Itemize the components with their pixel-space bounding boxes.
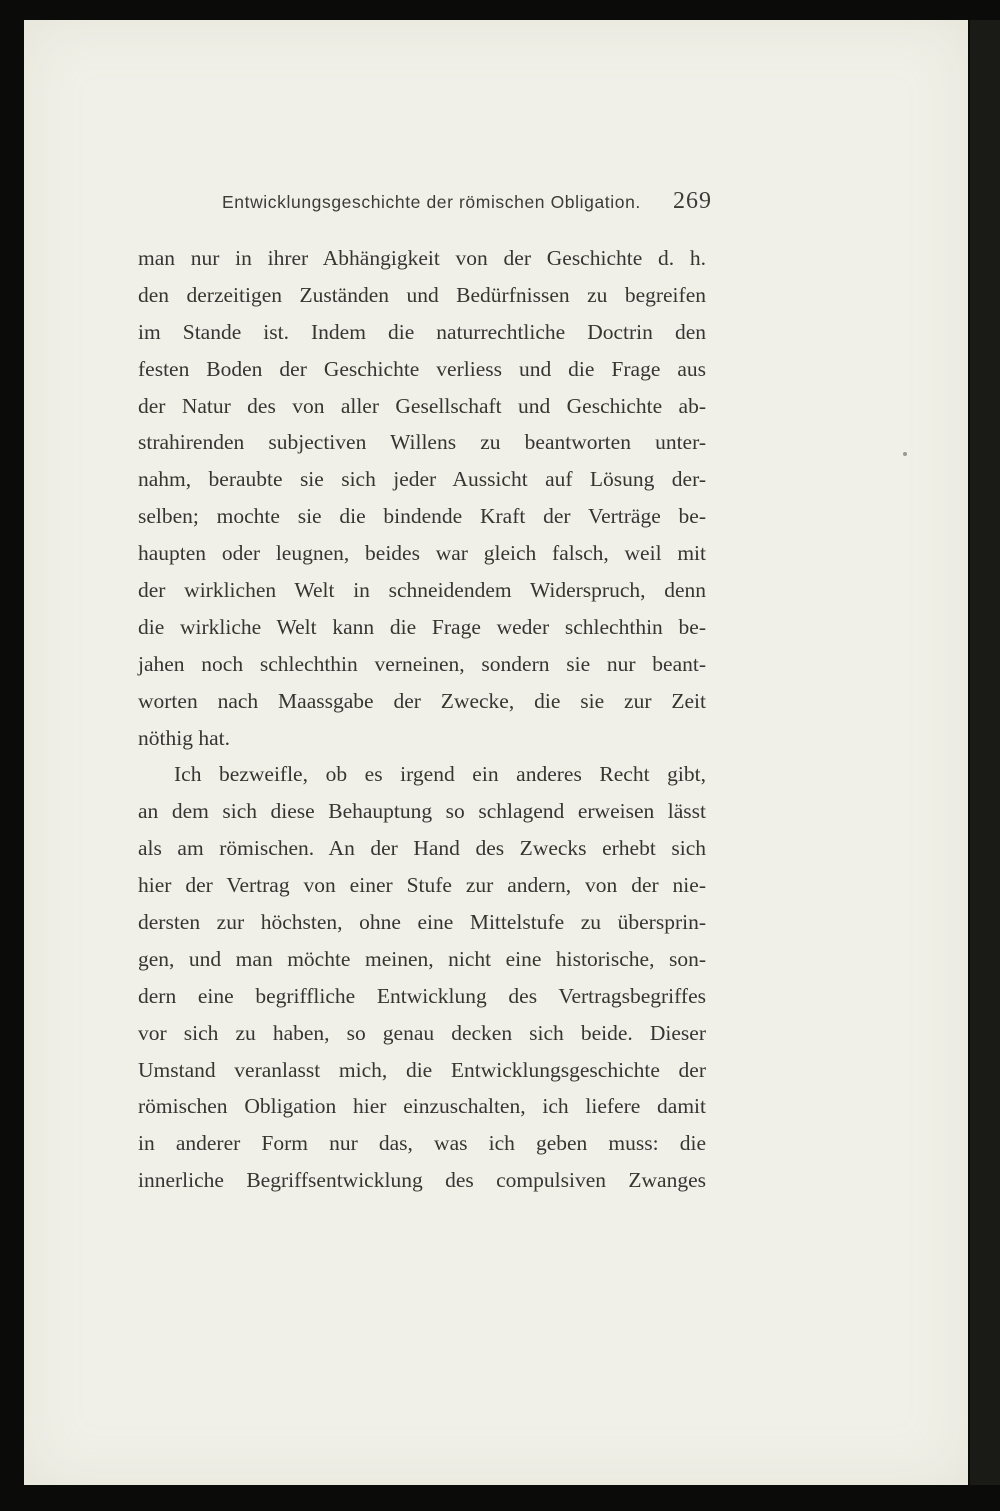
text-line: dern eine begriffliche Entwicklung des Vertragsbegriffes [138,983,706,1008]
body-text [138,240,706,1199]
text-line: der wirklichen Welt in schneidendem Widerspruch, denn [138,578,706,603]
text-line: haupten oder leugnen, beides war gleich falsch, weil mit [138,541,706,566]
text-line: worten nach Maassgabe der Zwecke, die sie zur Zeit [138,688,706,713]
text-line: gen, und man möchte meinen, nicht eine historische, son- [138,946,706,971]
ink-speck [903,452,907,456]
text-line: an dem sich diese Behauptung so schlagend erweisen lässt [138,799,706,824]
page-header [222,188,712,218]
text-line: innerliche Begriffsentwicklung des compulsiven Zwanges [138,1168,706,1193]
text-line: vor sich zu haben, so genau decken sich beide. Dieser [138,1020,706,1045]
page-edge-shadow [970,20,1000,1485]
text-line: dersten zur höchsten, ohne eine Mittelstufe zu übersprin- [138,910,706,935]
text-line: die wirkliche Welt kann die Frage weder schlechthin be- [138,614,706,639]
running-title: Entwicklungsgeschichte der römischen Obligation. [222,192,641,212]
text-line: Umstand veranlasst mich, die Entwicklungsgeschichte der [138,1057,706,1082]
text-line: in anderer Form nur das, was ich geben muss: die [138,1131,706,1156]
text-line: festen Boden der Geschichte verliess und die Frage aus [138,356,706,381]
text-line: der Natur des von aller Gesellschaft und Geschichte ab- [138,393,706,418]
text-line: man nur in ihrer Abhängigkeit von der Geschichte d. h. [138,246,706,270]
text-line: nahm, beraubte sie sich jeder Aussicht auf Lösung der- [138,467,706,492]
text-line: strahirenden subjectiven Willens zu beantworten unter- [138,430,706,455]
text-line: hier der Vertrag von einer Stufe zur andern, von der nie- [138,873,706,898]
text-line: selben; mochte sie die bindende Kraft der Verträge be- [138,504,706,529]
page-number: 269 [673,188,712,214]
text-line: römischen Obligation hier einzuschalten, ich liefere damit [138,1094,706,1119]
paragraph-end-line: nöthig hat. [138,725,230,750]
text-line: als am römischen. An der Hand des Zwecks erhebt sich [138,836,706,861]
text-line: jahen noch schlechthin verneinen, sondern sie nur beant- [138,651,706,676]
text-line: den derzeitigen Zuständen und Bedürfnissen zu begreifen [138,282,706,307]
text-line: im Stande ist. Indem die naturrechtliche Doctrin den [138,319,706,344]
paragraph-start-line: Ich bezweifle, ob es irgend ein anderes Recht gibt, [174,762,706,787]
